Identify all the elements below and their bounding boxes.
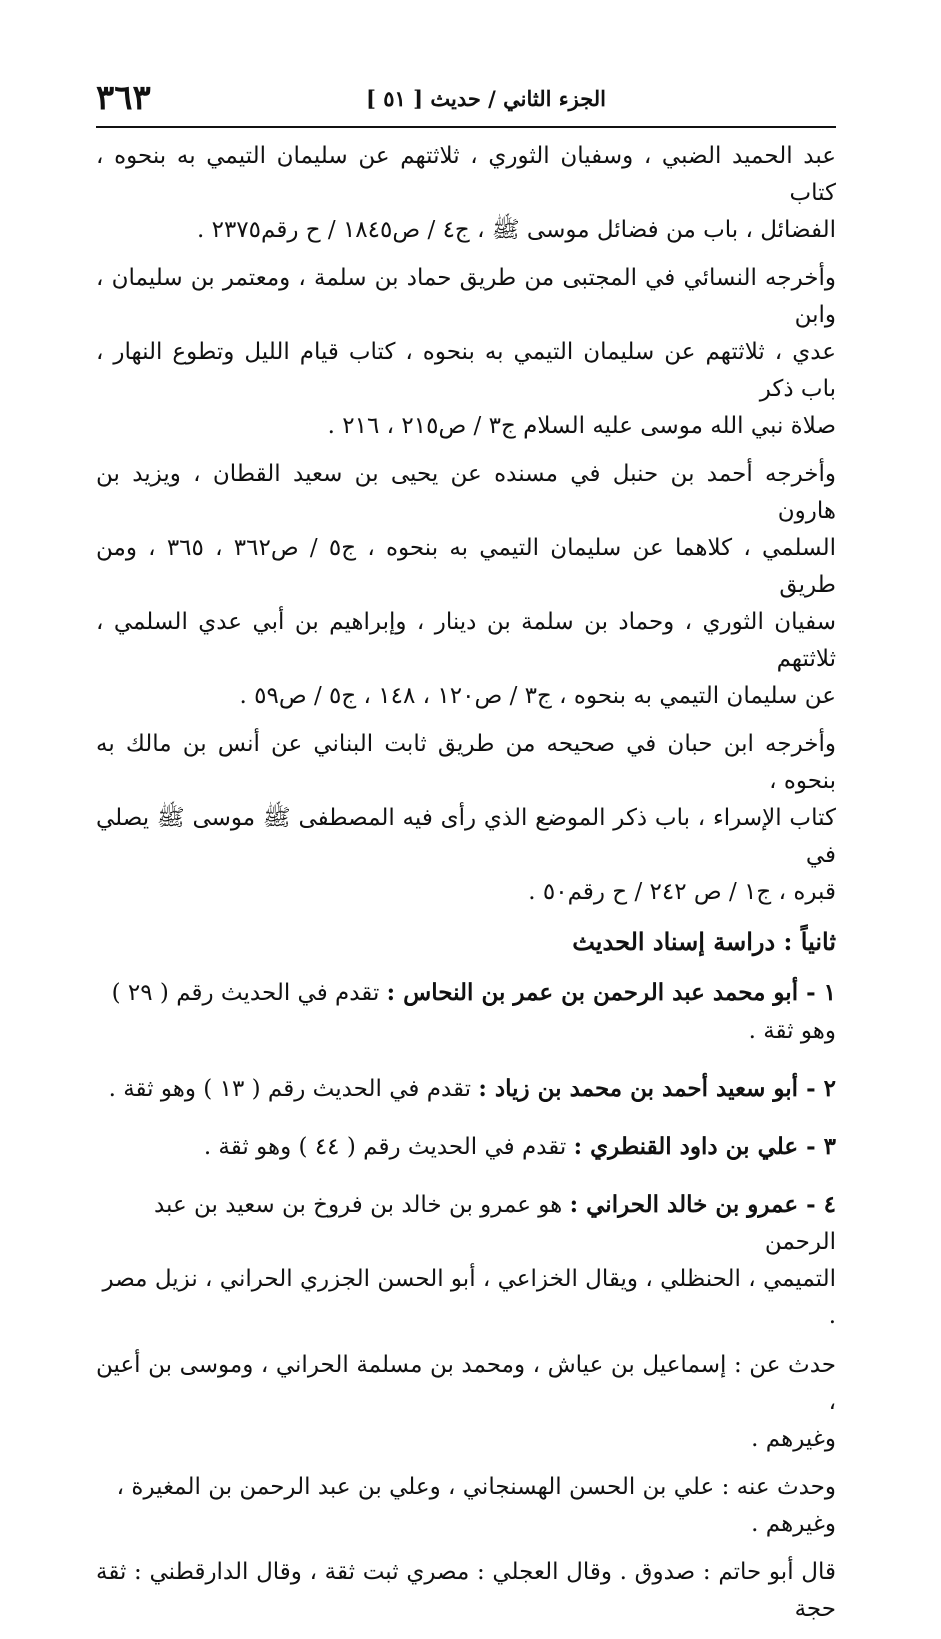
narrator-note: هو عمرو بن خالد بن فروخ بن سعيد بن عبد الرحمن xyxy=(153,1192,836,1255)
text-line: وأخرجه أحمد بن حنبل في مسنده عن يحيى بن سعيد القطان ، ويزيد بن هارون xyxy=(96,461,836,524)
text-line: حدث عن : إسماعيل بن عياش ، ومحمد بن مسلمة الحراني ، وموسى بن أعين ، xyxy=(96,1352,836,1415)
final-paragraph xyxy=(96,1554,836,1628)
text-line: قبره ، ج١ / ص ٢٤٢ / ح رقم٥٠ . xyxy=(528,879,836,905)
narrated-from-paragraph xyxy=(96,1347,836,1458)
narrator-item-1 xyxy=(96,974,836,1050)
text-line: وحدث عنه : علي بن الحسن الهسنجاني ، وعلي بن عبد الرحمن بن المغيرة ، xyxy=(116,1474,836,1500)
section-heading: ثانياً : دراسة إسناد الحديث xyxy=(572,927,836,956)
narrator-name: ١ - أبو محمد عبد الرحمن بن عمر بن النحاس : xyxy=(386,979,836,1006)
text-line: عبد الحميد الضبي ، وسفيان الثوري ، ثلاثتهم عن سليمان التيمي به بنحوه ، كتاب xyxy=(96,143,837,206)
paragraph-4 xyxy=(96,726,836,911)
text-line: وغيرهم . xyxy=(751,1511,836,1537)
text-line xyxy=(96,1186,836,1261)
narrator-note: تقدم في الحديث رقم ( ١٣ ) وهو ثقة . xyxy=(108,1076,479,1102)
paragraph-1 xyxy=(96,138,836,249)
text-line: وغيرهم . xyxy=(751,1426,836,1452)
text-line: عدي ، ثلاثتهم عن سليمان التيمي به بنحوه ، كتاب قيام الليل وتطوع النهار ، باب ذكر xyxy=(96,339,836,402)
document-page xyxy=(96,78,836,1639)
text-line: سفيان الثوري ، وحماد بن سلمة بن دينار ، وإبراهيم بن أبي عدي السلمي ، ثلاثتهم xyxy=(96,609,836,672)
text-line: السلمي ، كلاهما عن سليمان التيمي به بنحوه ، ج٥ / ص٣٦٢ ، ٣٦٥ ، ومن طريق xyxy=(96,535,837,598)
narrator-name: ٤ - عمرو بن خالد الحراني : xyxy=(569,1191,836,1218)
text-line: كتاب الإسراء ، باب ذكر الموضع الذي رأى فيه المصطفى ﷺ موسى ﷺ يصلي في xyxy=(96,805,836,868)
narrator-note: تقدم في الحديث رقم ( ٢٩ ) وهو ثقة . xyxy=(111,980,836,1044)
text-line: التميمي ، الحنظلي ، ويقال الخزاعي ، أبو الحسن الجزري الحراني ، نزيل مصر . xyxy=(102,1266,836,1329)
narrator-note: تقدم في الحديث رقم ( ٤٤ ) وهو ثقة . xyxy=(203,1134,574,1160)
narrator-name: ٢ - أبو سعيد أحمد بن محمد بن زياد : xyxy=(478,1075,836,1102)
narrator-name: ٣ - علي بن داود القنطري : xyxy=(573,1133,836,1160)
text-line: عن سليمان التيمي به بنحوه ، ج٣ / ص١٢٠ ، ١٤٨ ، ج٥ / ص٥٩ . xyxy=(239,683,836,709)
text-line: وأخرجه ابن حبان في صحيحه من طريق ثابت البناني عن أنس بن مالك به بنحوه ، xyxy=(96,731,836,794)
narrator-item-3 xyxy=(96,1128,836,1166)
text-line: وأخرجه النسائي في المجتبى من طريق حماد بن سلمة ، ومعتمر بن سليمان ، وابن xyxy=(96,265,836,328)
text-line: صلاة نبي الله موسى عليه السلام ج٣ / ص٢١٥ ، ٢١٦ . xyxy=(327,413,836,439)
narrator-item-2 xyxy=(96,1070,836,1108)
paragraph-3 xyxy=(96,456,836,715)
text-line: الفضائل ، باب من فضائل موسى ﷺ ، ج٤ / ص١٨٤٥ / ح رقم٢٣٧٥ . xyxy=(196,217,836,243)
narrated-by-paragraph xyxy=(96,1469,836,1543)
page-number: ٣٦٣ xyxy=(96,78,151,118)
narrator-item-4 xyxy=(96,1186,836,1335)
paragraph-2 xyxy=(96,260,836,445)
running-title: الجزء الثاني / حديث [ ٥١ ] xyxy=(365,86,606,111)
page-header xyxy=(96,78,836,128)
text-line: قال أبو حاتم : صدوق . وقال العجلي : مصري ثبت ثقة ، وقال الدارقطني : ثقة حجة xyxy=(96,1559,836,1622)
